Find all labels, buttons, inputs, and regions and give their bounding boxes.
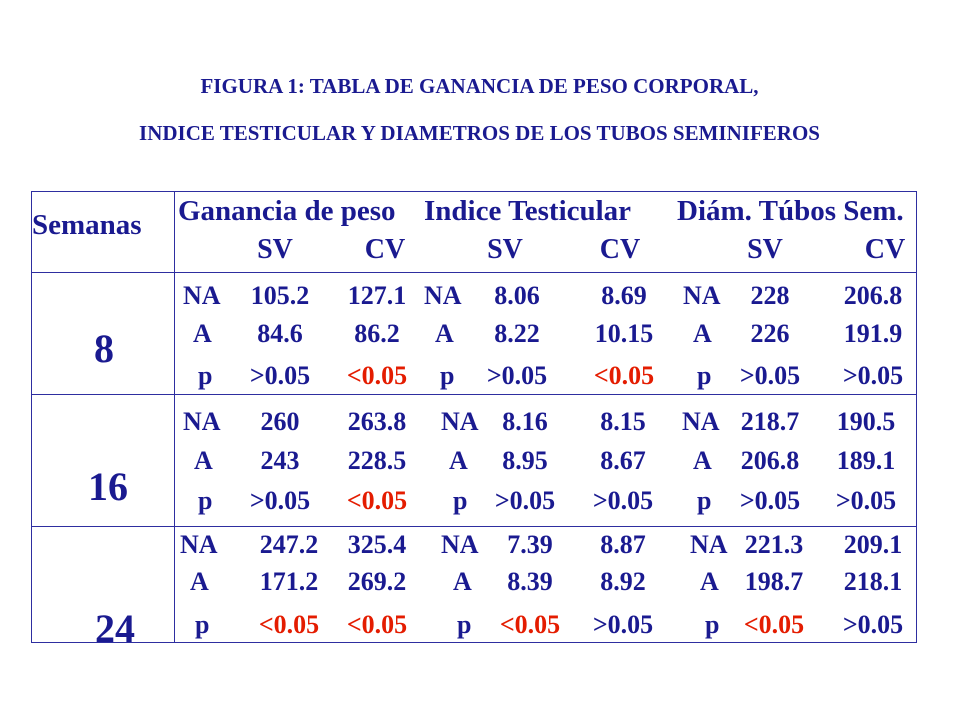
table-cell: 8.69 [601, 281, 647, 310]
row-label-p: p [195, 610, 210, 639]
row-label-a: A [693, 446, 712, 475]
row-label-na: NA [690, 530, 728, 559]
row-label-na: NA [683, 281, 721, 310]
table-cell: 263.8 [347, 407, 407, 436]
table-cell: 190.5 [836, 407, 896, 436]
table-cell: 8.87 [600, 530, 646, 559]
table-cell: 218.1 [843, 567, 903, 596]
table-cell: 221.3 [744, 530, 804, 559]
table-cell: >0.05 [739, 361, 801, 390]
table-cell: 8.92 [600, 567, 646, 596]
row-label-a: A [449, 446, 468, 475]
subheader-1-cv: CV [364, 234, 406, 265]
row-label-na: NA [183, 281, 221, 310]
subheader-1-sv: SV [257, 234, 293, 265]
table-cell: 7.39 [507, 530, 553, 559]
table-cell: <0.05 [346, 361, 408, 390]
table-cell: <0.05 [593, 361, 655, 390]
row-label-p: p [453, 486, 468, 515]
table-cell: 8.39 [507, 567, 553, 596]
table-cell: >0.05 [592, 610, 654, 639]
table-cell: <0.05 [346, 486, 408, 515]
table-cell: 228.5 [347, 446, 407, 475]
table-cell: >0.05 [835, 486, 897, 515]
row-label-p: p [198, 486, 213, 515]
table-cell: >0.05 [842, 610, 904, 639]
subheader-3-cv: CV [864, 234, 906, 265]
table-cell: <0.05 [499, 610, 561, 639]
row-label-na: NA [424, 281, 462, 310]
table-cell: 189.1 [836, 446, 896, 475]
subheader-2-cv: CV [599, 234, 641, 265]
table-cell: 228 [750, 281, 790, 310]
table-cell: <0.05 [743, 610, 805, 639]
table-cell: 171.2 [259, 567, 319, 596]
table-cell: >0.05 [739, 486, 801, 515]
table-cell: <0.05 [346, 610, 408, 639]
table-cell: >0.05 [249, 486, 311, 515]
table-cell: <0.05 [258, 610, 320, 639]
table-cell: 325.4 [347, 530, 407, 559]
row-label-p: p [705, 610, 720, 639]
weeks-column-divider [174, 191, 175, 643]
table-cell: 206.8 [740, 446, 800, 475]
row-label-p: p [198, 361, 213, 390]
table-cell: >0.05 [842, 361, 904, 390]
row-label-na: NA [180, 530, 218, 559]
row-label-a: A [693, 319, 712, 348]
row-divider-1 [31, 394, 917, 395]
week-label-16: 16 [88, 464, 128, 509]
table-cell: 218.7 [740, 407, 800, 436]
table-cell: 226 [750, 319, 790, 348]
table-cell: 260 [260, 407, 300, 436]
table-cell: >0.05 [592, 486, 654, 515]
table-cell: 269.2 [347, 567, 407, 596]
table-cell: 243 [260, 446, 300, 475]
group-header-3: Diám. Túbos Sem. [677, 195, 904, 227]
table-cell: 8.67 [600, 446, 646, 475]
row-label-p: p [457, 610, 472, 639]
table-cell: 10.15 [594, 319, 654, 348]
table-cell: >0.05 [249, 361, 311, 390]
row-label-na: NA [441, 530, 479, 559]
row-divider-2 [31, 526, 917, 527]
row-label-a: A [453, 567, 472, 596]
table-cell: 105.2 [250, 281, 310, 310]
table-cell: 206.8 [843, 281, 903, 310]
week-label-24: 24 [95, 606, 135, 651]
table-cell: 86.2 [354, 319, 400, 348]
table-cell: 198.7 [744, 567, 804, 596]
table-cell: 191.9 [843, 319, 903, 348]
subheader-3-sv: SV [747, 234, 783, 265]
row-label-a: A [435, 319, 454, 348]
figure-title-line-1: FIGURA 1: TABLA DE GANANCIA DE PESO CORPORAL, [200, 74, 759, 98]
table-cell: 8.06 [494, 281, 540, 310]
table-cell: 247.2 [259, 530, 319, 559]
table-cell: 127.1 [347, 281, 407, 310]
table-cell: 8.15 [600, 407, 646, 436]
row-label-p: p [697, 486, 712, 515]
row-label-a: A [190, 567, 209, 596]
figure-title-line-2: INDICE TESTICULAR Y DIAMETROS DE LOS TUBOS SEMINIFEROS [139, 121, 820, 145]
table-cell: 8.95 [502, 446, 548, 475]
row-label-p: p [440, 361, 455, 390]
row-label-p: p [697, 361, 712, 390]
row-label-na: NA [183, 407, 221, 436]
table-cell: 8.16 [502, 407, 548, 436]
table-cell: 209.1 [843, 530, 903, 559]
table-cell: 8.22 [494, 319, 540, 348]
row-label-a: A [700, 567, 719, 596]
week-label-8: 8 [94, 326, 114, 371]
row-label-a: A [194, 446, 213, 475]
table-cell: 84.6 [257, 319, 303, 348]
weeks-header: Semanas [32, 209, 142, 241]
subheader-2-sv: SV [487, 234, 523, 265]
table-cell: >0.05 [494, 486, 556, 515]
row-label-a: A [193, 319, 212, 348]
table-top-border [31, 191, 917, 192]
header-divider [31, 272, 917, 273]
group-header-2: Indice Testicular [424, 195, 632, 227]
table-cell: >0.05 [486, 361, 548, 390]
group-header-1: Ganancia de peso [178, 195, 396, 227]
row-label-na: NA [441, 407, 479, 436]
row-label-na: NA [682, 407, 720, 436]
